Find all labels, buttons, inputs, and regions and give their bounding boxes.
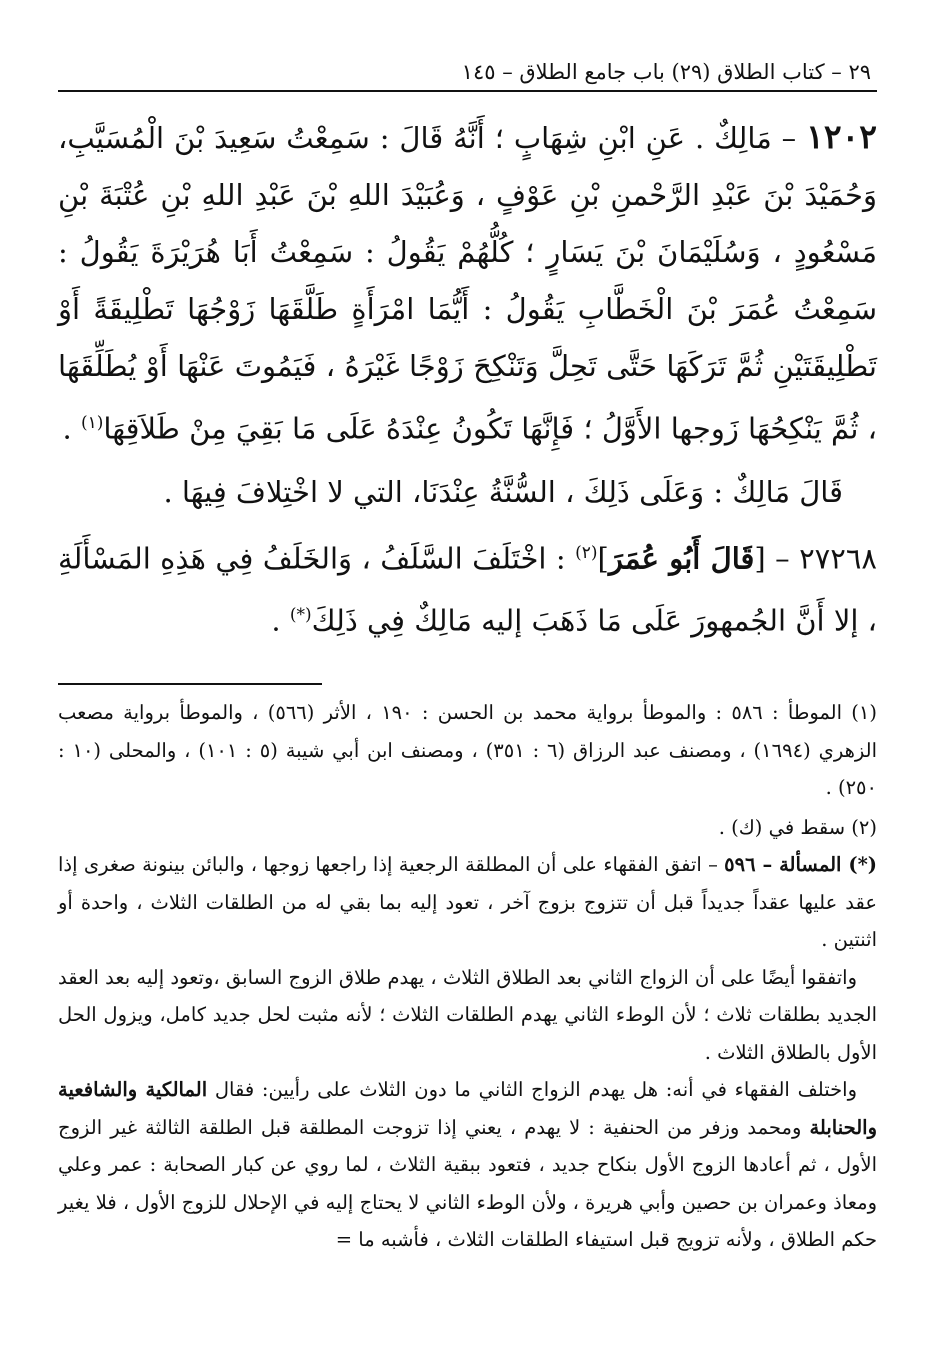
running-header <box>58 56 877 92</box>
footnote-ref-2[interactable]: (٢) <box>575 542 598 563</box>
footnote-star <box>58 846 877 959</box>
hadith-end: . <box>62 411 81 446</box>
footnote-star-text: – اتفق الفقهاء على أن المطلقة الرجعية إذا راجعها زوجها ، والبائن بينونة صغرى إذا عقد عليها عقداً جديداً قبل أن تتزوج بزوج آخر ، تعود إليه بما بقي له من الطلقات الثلاث ، واحدة أو اثنتين . <box>58 853 877 951</box>
hadith-text: – مَالِكٌ . عَنِ ابْنِ شِهَابٍ ؛ أَنَّهُ قَالَ : سَمِعْتُ سَعِيدَ بْنَ الْمُسَيَّبِ، وَحُمَيْدَ بْنَ عَبْدِ الرَّحْمنِ بْنِ عَوْفٍ ، وَعُبَيْدَ اللهِ بْنَ عَبْدِ اللهِ بْنِ عُتْبَةَ بْنِ مَسْعُودٍ ، وَسُلَيْمَانَ بْنَ يَسَارٍ ؛ كُلُّهُمْ يَقُولُ : سَمِعْتُ أَبَا هُرَيْرَةَ يَقُولُ : سَمِعْتُ عُمَرَ بْنَ الْخَطَّابِ يَقُولُ : أَيُّمَا امْرَأَةٍ طَلَّقَهَا زَوْجُهَا تَطْلِيقَةً أَوْ تَطْلِيقَتَيْنِ ثُمَّ تَرَكَهَا حَتَّى تَحِلَّ وَتَنْكِحَ زَوْجًا غَيْرَهُ ، فَيَمُوتَ عَنْهَا أَوْ يُطَلِّقَهَا ، ثُمَّ يَنْكِحُهَا زَوجها الأَوَّلُ ؛ فَإِنَّهَا تَكُونُ عِنْدَهُ عَلَى مَا بَقِيَ مِنْ طَلاَقِهَا <box>58 121 877 446</box>
para3-rest: ومحمد وزفر من الحنفية : لا يهدم ، يعني إذا تزوجت المطلقة قبل الطلقة الثالثة غير الزوج الأول ، ثم أعادها الزوج الأول بنكاح جديد ، فتعود ببقية الثلاث ، لما روي عن كبار الصحابة : عمر وعلي ومعاذ وعمران بن حصين وأبي هريرة ، ولأن الوطء الثاني لا يحتاج إليه في الإحلال للزوج الأول ، فلا يغير حكم الطلاق ، ولأنه تزويج قبل استيفاء الطلقات الثلاث ، فأشبه ما = <box>58 1115 877 1251</box>
footnote-2: (٢) سقط في (ك) . <box>718 815 877 839</box>
malik-saying: قَالَ مَالِكٌ : وَعَلَى ذَلِكَ ، السُّنَّةُ عِنْدَنَا، التي لا اخْتِلافَ فِيهَا . <box>163 474 843 509</box>
footnote-star-label: (*) المسألة – ٥٩٦ <box>724 853 877 876</box>
comment-bracket: ] <box>597 541 609 576</box>
book-page <box>58 0 877 1364</box>
hadith-number: ١٢٠٢ <box>806 117 877 156</box>
footnote-para-3 <box>58 1071 877 1259</box>
footnote-ref-1[interactable]: (١) <box>80 413 104 433</box>
hadith-paragraph <box>58 108 877 458</box>
running-title: ٢٩ – كتاب الطلاق (٢٩) باب جامع الطلاق – ١٤٥ <box>452 58 871 86</box>
footnote-para-2: واتفقوا أيضًا على أن الزواج الثاني بعد الطلاق الثلاث ، يهدم طلاق الزوج السابق ،وتعود إليه بعد العقد الجديد بطلقات ثلاث ؛ لأن الوطء الثاني يهدم الطلقات الثلاث ؛ لأنه مثبت لحل جديد كامل، ويزول الحل الأول بالطلاق الثلاث . <box>58 965 877 1064</box>
comment-number: ٢٧٢٦٨ – [ <box>754 541 877 576</box>
footnote-ref-star[interactable]: (*) <box>289 605 312 626</box>
footnote-1: (١) الموطأ : ٥٨٦ : والموطأ برواية محمد بن الحسن : ١٩٠ ، الأثر (٥٦٦) ، والموطأ برواية مصعب الزهري (١٦٩٤) ، ومصنف عبد الرزاق (٦ : ٣٥١) ، ومصنف ابن أبي شيبة (٥ : ١٠١) ، والمحلى (١٠ : ٢٥٠) . <box>58 701 878 799</box>
comment-narrator: قَالَ أَبُو عُمَرَ <box>608 541 755 576</box>
comment-paragraph <box>58 525 877 650</box>
footnote-divider <box>58 683 322 685</box>
comment-end: . <box>271 603 290 638</box>
para3-start: واختلف الفقهاء في أنه: هل يهدم الزواج الثاني ما دون الثلاث على رأيين: فقال <box>207 1078 857 1101</box>
para3-bold: المالكية والشافعية والحنابلة <box>58 1078 877 1139</box>
footnotes <box>58 694 877 1259</box>
comment-text: : اخْتَلَفَ السَّلَفُ ، وَالخَلَفُ فِي هَذِهِ المَسْأَلَةِ ، إلا أَنَّ الجُمهورَ عَلَى مَا ذَهَبَ إليه مَالِكٌ فِي ذَلِكَ <box>58 541 877 638</box>
main-text <box>58 108 877 650</box>
